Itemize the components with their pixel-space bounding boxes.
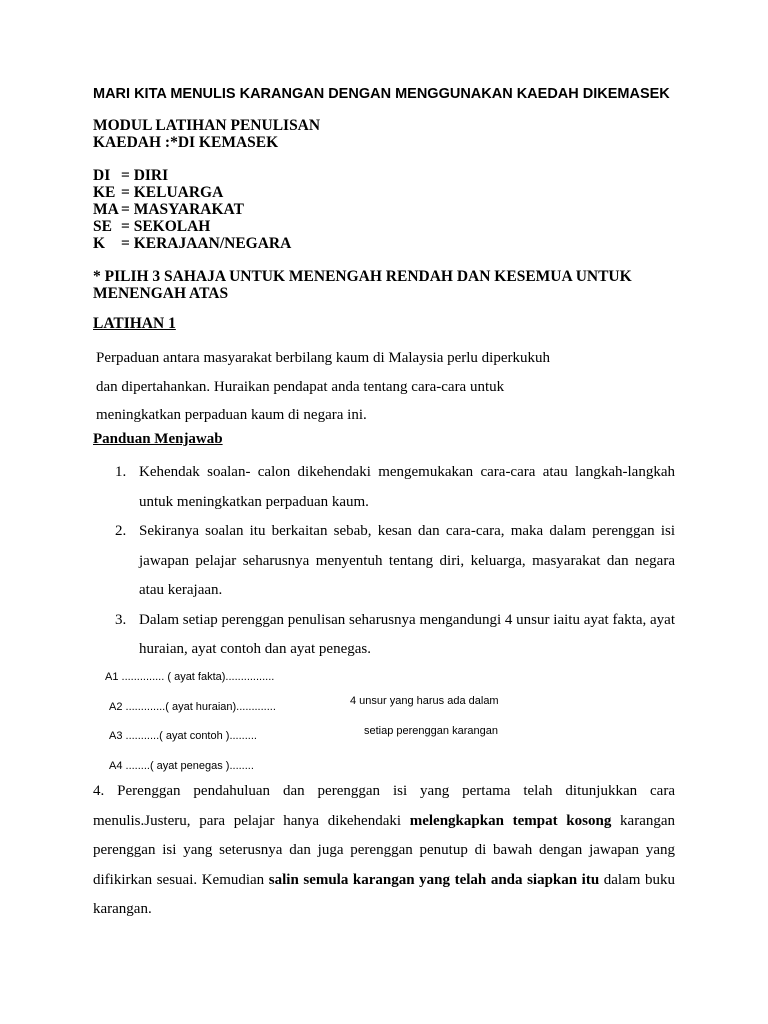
- kaedah-title: KAEDAH :*DI KEMASEK: [93, 134, 279, 151]
- list-text: Sekiranya soalan itu berkaitan sebab, kesan dan cara-cara, maka dalam perenggan isi jawapan pelajar seharusnya menyentuh tentang diri, keluarga, masyarakat dan negara atau kerajaan.: [139, 523, 675, 598]
- code-abbr: K: [93, 235, 106, 252]
- paragraph-bold-text: salin semula karangan yang telah anda siapkan itu: [268, 871, 600, 888]
- code-abbr: DI: [93, 167, 111, 184]
- list-item: [115, 517, 675, 606]
- code-row-diri: [93, 167, 291, 184]
- code-meaning: = KERAJAAN/NEGARA: [121, 235, 292, 252]
- list-number: 2.: [115, 523, 127, 539]
- question-line: Perpaduan antara masyarakat berbilang kaum di Malaysia perlu diperkukuh: [96, 350, 551, 366]
- latihan-question: [96, 344, 550, 430]
- unsur-list: [105, 663, 276, 781]
- unsur-item-a2: A2 .............( ayat huraian).............: [109, 700, 276, 713]
- unsur-note-line: 4 unsur yang harus ada dalam: [350, 695, 499, 707]
- code-row-kerajaan: [93, 235, 291, 252]
- question-line: meningkatkan perpaduan kaum di negara ini.: [96, 407, 367, 423]
- paragraph-bold-text: melengkapkan tempat kosong: [409, 812, 612, 829]
- list-item: [115, 606, 675, 665]
- code-abbr: MA: [93, 201, 119, 218]
- code-meaning: = MASYARAKAT: [121, 201, 244, 218]
- document-title: MARI KITA MENULIS KARANGAN DENGAN MENGGUNAKAN KAEDAH DIKEMASEK: [93, 86, 670, 102]
- pilih-line: MENENGAH ATAS: [93, 285, 229, 302]
- pilih-line: * PILIH 3 SAHAJA UNTUK MENENGAH RENDAH DAN KESEMUA UNTUK: [93, 268, 632, 285]
- code-abbr: KE: [93, 184, 116, 201]
- instruction-paragraph: [93, 777, 675, 925]
- list-item: [115, 458, 675, 517]
- code-row-sekolah: [93, 218, 291, 235]
- code-row-keluarga: [93, 184, 291, 201]
- paragraph-text: dalam buku karangan.: [93, 871, 675, 917]
- unsur-item-a4: A4 ........( ayat penegas )........: [109, 759, 254, 772]
- code-row-masyarakat: [93, 201, 291, 218]
- latihan-heading: LATIHAN 1: [93, 315, 176, 332]
- unsur-item-a1: A1 .............. ( ayat fakta)................: [105, 671, 275, 683]
- paragraph-text: karangan perenggan isi yang seterusnya dan juga perenggan penutup di bawah dengan jawapan yang difikirkan sesuai. Kemudian: [93, 812, 676, 888]
- list-number: 1.: [115, 464, 127, 480]
- paragraph-text: 4. Perenggan pendahuluan dan perenggan isi yang pertama telah ditunjukkan cara menulis.Justeru, para pelajar hanya dikehendaki: [93, 783, 675, 829]
- modul-title: MODUL LATIHAN PENULISAN: [93, 117, 321, 134]
- kaedah-code-list: [93, 167, 291, 252]
- list-text: Dalam setiap perenggan penulisan seharusnya mengandungi 4 unsur iaitu ayat fakta, ayat huraian, ayat contoh dan ayat penegas.: [139, 611, 675, 657]
- code-abbr: SE: [93, 218, 112, 235]
- code-meaning: = DIRI: [121, 167, 169, 184]
- panduan-list: [115, 458, 675, 665]
- question-line: dan dipertahankan. Huraikan pendapat anda tentang cara-cara untuk: [96, 378, 505, 395]
- modul-heading: [93, 117, 320, 151]
- unsur-item-a3: A3 ...........( ayat contoh ).........: [109, 730, 257, 742]
- unsur-note-line: setiap perenggan karangan: [364, 725, 498, 737]
- list-text: Kehendak soalan- calon dikehendaki mengemukakan cara-cara atau langkah-langkah untuk meningkatkan perpaduan kaum.: [139, 464, 675, 510]
- code-meaning: = SEKOLAH: [121, 218, 211, 235]
- code-meaning: = KELUARGA: [121, 184, 224, 201]
- panduan-heading: Panduan Menjawab: [93, 431, 223, 447]
- list-number: 3.: [115, 611, 127, 628]
- pilih-instruction: [93, 268, 632, 302]
